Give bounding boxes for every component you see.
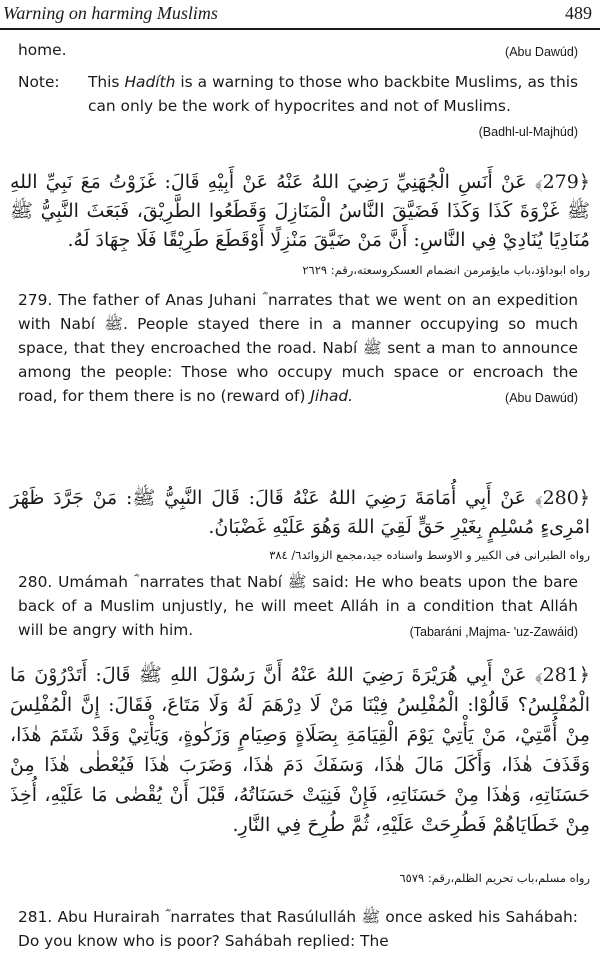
hadith-280-text: Umámah ؓ narrates that Nabí ﷺ said: He who beats upon the bare back of a Muslim unjustly, he will meet Alláh in a condition that Alláh will be angry with him. <box>18 573 578 639</box>
note-body <box>88 70 578 144</box>
page-number: 489 <box>565 3 592 23</box>
hadith-281-number: 281. <box>18 908 53 926</box>
running-title: Warning on harming Muslims <box>3 3 218 23</box>
hadith-279-reference: (Abu Dawúd) <box>505 391 578 405</box>
continuation-reference: (Abu Dawúd) <box>505 45 578 59</box>
hadith-279-translation <box>18 288 578 410</box>
hadith-280-arabic: ﴿280﴾ عَنْ أَبِي أُمَامَةَ رَضِيَ اللهُ عَنْهُ قَالَ: قَالَ النَّبِيُّ ﷺ: مَنْ جَرَّدَ ظَهْرَ امْرِىءٍ مُسْلِمٍ بِغَيْرِ حَقٍّ لَقِيَ اللهَ وَهُوَ عَلَيْهِ غَضْبَانُ. <box>10 487 590 538</box>
note-text-italic: Hadíth <box>124 73 176 91</box>
hadith-279-text-italic: Jihad. <box>310 387 354 405</box>
hadith-281-source: رواه مسلم،باب تحريم الظلم،رقم: ٦٥٧٩ <box>399 871 590 885</box>
page-header <box>0 0 600 30</box>
note-block <box>18 70 578 150</box>
hadith-281-arabic: ﴿281﴾ عَنْ أَبِي هُرَيْرَةَ رَضِيَ اللهُ عَنْهُ أَنَّ رَسُوْلَ اللهِ ﷺ قَالَ: أَتَدْرُوْنَ مَا الْمُفْلِسُ؟ قَالُوْا: الْمُفْلِسُ فِيْنَا مَنْ لَا دِرْهَمَ لَهُ وَلَا مَتَاعَ، فَقَالَ: إِنَّ الْمُفْلِسَ مِنْ أُمَّتِيْ، مَنْ يَأْتِيْ يَوْمَ الْقِيَامَةِ بِصَلَاةٍ وَصِيَامٍ وَزَكٰوةٍ، وَيَأْتِيْ وَقَدْ شَتَمَ هٰذَا، وَقَذَفَ هٰذَا، وَأَكَلَ مَالَ هٰذَا، وَسَفَكَ دَمَ هٰذَا، وَضَرَبَ هٰذَا فَيُعْطٰى هٰذَا مِنْ حَسَنَاتِهِ، وَهٰذَا مِنْ حَسَنَاتِهِ، فَإِنْ فَنِيَتْ حَسَنَاتُهُ، قَبْلَ أَنْ يُقْضٰى مَا عَلَيْهِ، أُخِذَ مِنْ خَطَايَاهُمْ فَطُرِحَتْ عَلَيْهِ، ثُمَّ طُرِحَ فِي النَّارِ. <box>10 664 590 836</box>
note-reference: (Badhl-ul-Majhúd) <box>478 125 578 139</box>
hadith-279-number: 279. <box>18 291 53 309</box>
note-text-after: is a warning to those who backbite Muslims, as this can only be the work of hypocrites and not of Muslims. <box>88 73 579 115</box>
hadith-279-source: رواه ابوداؤد،باب مايؤمرمن انضمام العسكروسعته،رقم: ٢٦٢٩ <box>302 263 590 277</box>
hadith-280-number: 280. <box>18 573 53 591</box>
hadith-280-translation <box>18 570 578 644</box>
continuation-paragraph <box>18 38 578 64</box>
continuation-text: home. <box>18 41 67 59</box>
hadith-279-text: The father of Anas Juhani ؓ narrates that we went on an expedition with Nabí ﷺ. People stayed there in a manner occupying so much space, that they encroached the road. Nabí ﷺ sent a man to announce among the people: Those who occupy much space or encroach the road, for them there is no (reward of) <box>18 291 578 405</box>
hadith-281-text: Abu Hurairah ؓ narrates that Rasúlulláh ﷺ once asked his Sahábah: Do you know who is poor? Sahábah replied: The <box>18 908 578 950</box>
note-label: Note: <box>18 73 60 91</box>
hadith-279-arabic: ﴿279﴾ عَنْ أَنَسِ الْجُهَنِيِّ رَضِيَ اللهُ عَنْهُ عَنْ أَبِيْهِ قَالَ: غَزَوْتُ مَعَ نَبِيِّ اللهِ ﷺ غَزْوَةَ كَذَا وَكَذَا فَضَيَّقَ النَّاسُ الْمَنَازِلَ وَقَطَعُوا الطَّرِيْقَ، فَبَعَثَ النَّبِيُّ ﷺ مُنَادِيًا يُنَادِيْ فِي النَّاسِ: أَنَّ مَنْ ضَيَّقَ مَنْزِلًا أَوْقَطَعَ طَرِيْقًا فَلَا جِهَادَ لَهُ. <box>10 171 590 251</box>
note-text-before: This <box>88 73 125 91</box>
hadith-280-source: رواه الطبرانى فى الكبير و الاوسط واسناده جيد،مجمع الزوائد٦/ ٣٨٤ <box>269 548 590 562</box>
hadith-281-translation <box>18 905 578 953</box>
hadith-280-reference: (Tabaráni ,Majma- 'uz-Zawáid) <box>409 625 578 639</box>
